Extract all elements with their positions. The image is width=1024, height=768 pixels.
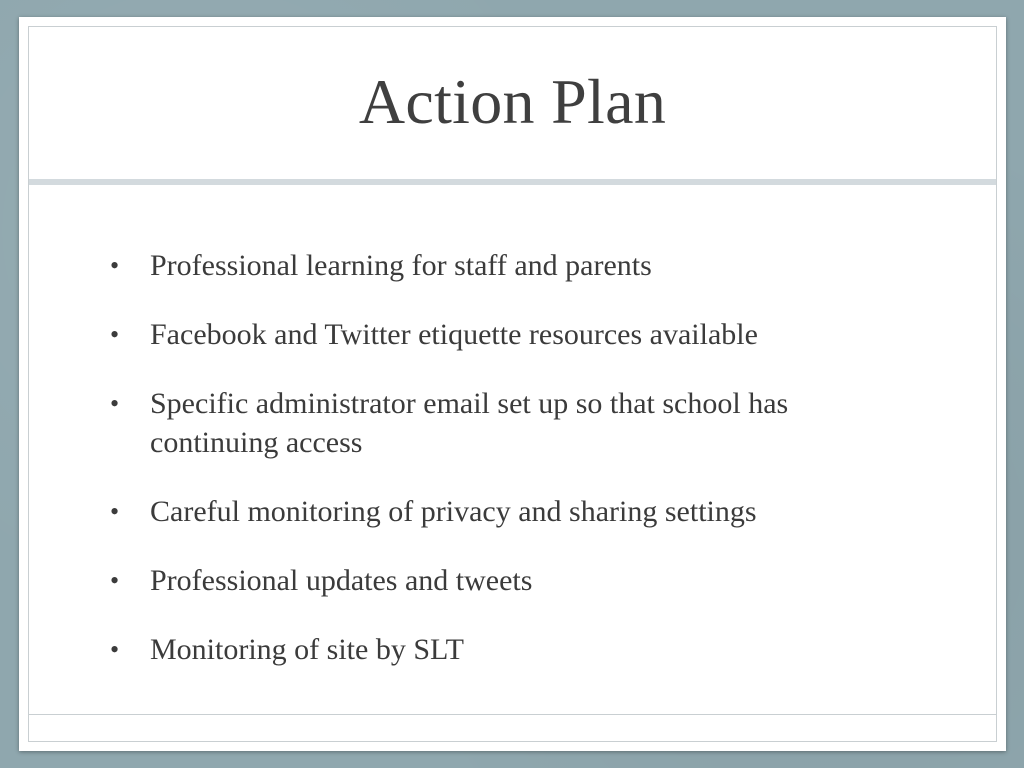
slide-title: Action Plan bbox=[358, 65, 667, 137]
slide bbox=[19, 17, 1006, 751]
bullet-text: Careful monitoring of privacy and sharing settings bbox=[150, 495, 757, 528]
bullet-list bbox=[107, 246, 887, 699]
bullet-text: Professional learning for staff and parents bbox=[150, 249, 652, 282]
bullet-icon: • bbox=[110, 635, 120, 664]
bullet-item bbox=[107, 561, 887, 600]
bullet-icon: • bbox=[110, 389, 120, 418]
bullet-item bbox=[107, 384, 887, 462]
bullet-text: Specific administrator email set up so that school has continuing access bbox=[150, 387, 789, 459]
bullet-item bbox=[107, 630, 887, 669]
bullet-item bbox=[107, 315, 887, 354]
bullet-icon: • bbox=[110, 497, 120, 526]
bullet-text: Monitoring of site by SLT bbox=[150, 633, 464, 666]
bullet-icon: • bbox=[110, 320, 120, 349]
bullet-text: Facebook and Twitter etiquette resources available bbox=[150, 318, 758, 351]
title-area bbox=[29, 27, 996, 180]
bullet-item bbox=[107, 246, 887, 285]
title-divider bbox=[29, 179, 996, 185]
footer-divider bbox=[29, 714, 996, 715]
bullet-icon: • bbox=[110, 251, 120, 280]
bullet-item bbox=[107, 492, 887, 531]
bullet-icon: • bbox=[110, 566, 120, 595]
bullet-text: Professional updates and tweets bbox=[150, 564, 533, 597]
